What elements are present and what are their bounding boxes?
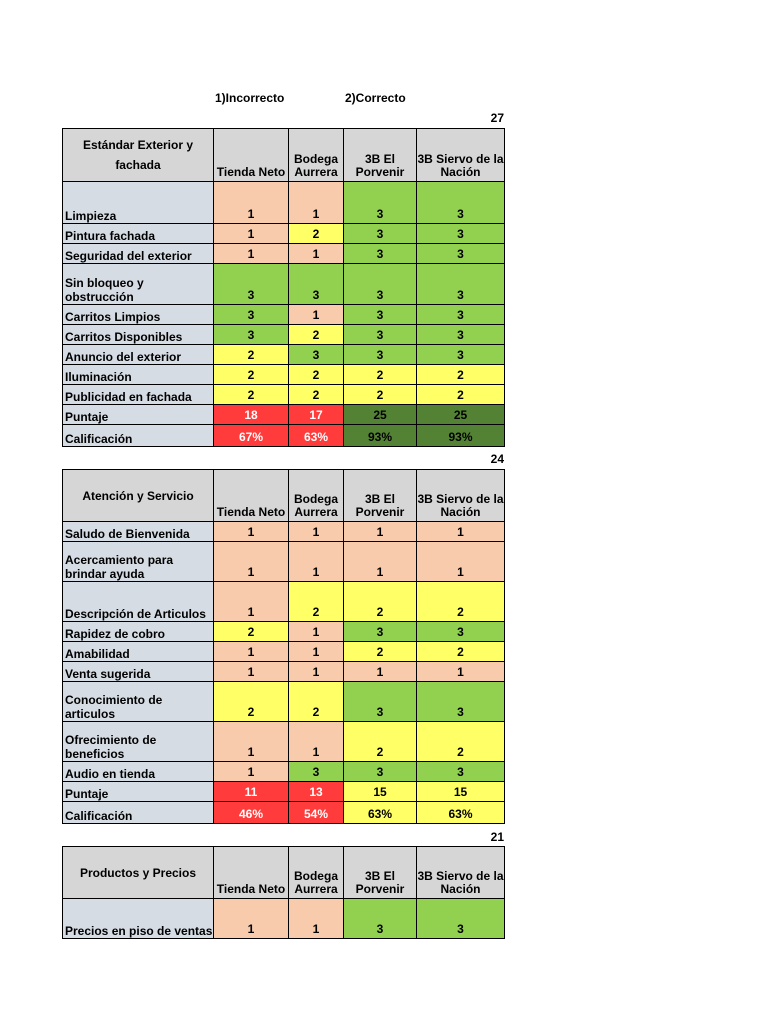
total-cell: 15	[344, 782, 417, 802]
score-cell: 1	[344, 522, 417, 542]
score-cell: 3	[214, 325, 289, 345]
score-cell: 3	[417, 622, 505, 642]
row-label: Pintura fachada	[63, 224, 214, 244]
grade-row	[63, 802, 505, 824]
score-cell: 1	[289, 662, 344, 682]
table-row	[63, 762, 505, 782]
score-cell: 1	[289, 305, 344, 325]
row-label: Publicidad en fachada	[63, 385, 214, 405]
score-cell: 3	[344, 305, 417, 325]
score-cell: 1	[214, 542, 289, 582]
score-cell: 3	[417, 325, 505, 345]
row-label: Precios en piso de ventas	[63, 899, 214, 939]
section-max-points: 27	[490, 111, 504, 125]
score-cell: 1	[214, 182, 289, 224]
score-cell: 3	[417, 305, 505, 325]
section-max-points: 24	[490, 452, 504, 466]
score-cell: 3	[344, 345, 417, 365]
score-cell: 1	[417, 522, 505, 542]
row-label: Acercamiento para brindar ayuda	[63, 542, 214, 582]
table-row	[63, 365, 505, 385]
row-label: Anuncio del exterior	[63, 345, 214, 365]
table-row	[63, 224, 505, 244]
score-label: Puntaje	[63, 405, 214, 425]
score-cell: 2	[289, 385, 344, 405]
table-exterior	[62, 128, 505, 447]
score-cell: 2	[214, 365, 289, 385]
row-label: Seguridad del exterior	[63, 244, 214, 264]
row-label: Descripción de Articulos	[63, 582, 214, 622]
score-label: Puntaje	[63, 782, 214, 802]
row-label: Conocimiento de articulos	[63, 682, 214, 722]
score-cell: 2	[214, 345, 289, 365]
score-cell: 3	[417, 682, 505, 722]
score-row	[63, 782, 505, 802]
column-header: 3B Siervo de la Nación	[417, 847, 505, 899]
row-label: Saludo de Bienvenida	[63, 522, 214, 542]
grade-cell: 93%	[344, 425, 417, 447]
score-cell: 1	[289, 622, 344, 642]
score-cell: 3	[344, 224, 417, 244]
column-header: 3B Siervo de la Nación	[417, 129, 505, 182]
score-cell: 3	[417, 345, 505, 365]
total-cell: 25	[344, 405, 417, 425]
score-cell: 1	[214, 582, 289, 622]
column-header: Bodega Aurrera	[289, 847, 344, 899]
score-cell: 1	[289, 182, 344, 224]
score-cell: 1	[214, 722, 289, 762]
row-label: Sin bloqueo y obstrucción	[63, 264, 214, 305]
total-cell: 17	[289, 405, 344, 425]
score-cell: 2	[417, 582, 505, 622]
score-cell: 3	[289, 762, 344, 782]
grade-label: Calificación	[63, 802, 214, 824]
table-row	[63, 385, 505, 405]
table-row	[63, 182, 505, 224]
score-cell: 3	[344, 622, 417, 642]
score-cell: 3	[417, 264, 505, 305]
score-cell: 2	[417, 722, 505, 762]
table-row	[63, 582, 505, 622]
row-label: Ofrecimiento de beneficios	[63, 722, 214, 762]
score-cell: 3	[417, 762, 505, 782]
score-cell: 1	[214, 662, 289, 682]
score-cell: 1	[214, 244, 289, 264]
row-label: Venta sugerida	[63, 662, 214, 682]
row-label: Iluminación	[63, 365, 214, 385]
score-cell: 2	[344, 722, 417, 762]
score-cell: 2	[289, 682, 344, 722]
score-cell: 2	[214, 385, 289, 405]
score-cell: 1	[289, 642, 344, 662]
score-cell: 1	[417, 662, 505, 682]
score-cell: 2	[289, 224, 344, 244]
table-row	[63, 899, 505, 939]
grade-row	[63, 425, 505, 447]
row-label: Amabilidad	[63, 642, 214, 662]
table-row	[63, 325, 505, 345]
total-cell: 15	[417, 782, 505, 802]
row-label: Limpieza	[63, 182, 214, 224]
score-cell: 1	[289, 522, 344, 542]
table-header-row	[63, 470, 505, 522]
score-cell: 3	[214, 305, 289, 325]
column-header: Tienda Neto	[214, 129, 289, 182]
score-cell: 2	[289, 325, 344, 345]
grade-cell: 46%	[214, 802, 289, 824]
table-products	[62, 846, 505, 939]
score-cell: 2	[289, 582, 344, 622]
column-header: Bodega Aurrera	[289, 470, 344, 522]
table-row	[63, 682, 505, 722]
table-row	[63, 622, 505, 642]
row-label: Carritos Limpios	[63, 305, 214, 325]
table-row	[63, 305, 505, 325]
total-cell: 18	[214, 405, 289, 425]
grade-cell: 63%	[417, 802, 505, 824]
table-row	[63, 722, 505, 762]
score-cell: 3	[344, 682, 417, 722]
score-cell: 2	[289, 365, 344, 385]
score-cell: 3	[344, 244, 417, 264]
table-row	[63, 345, 505, 365]
table-row	[63, 244, 505, 264]
score-cell: 1	[214, 224, 289, 244]
score-cell: 2	[344, 385, 417, 405]
score-cell: 3	[417, 899, 505, 939]
table-header-row	[63, 847, 505, 899]
grade-cell: 63%	[289, 425, 344, 447]
table-service	[62, 469, 505, 824]
score-cell: 3	[417, 244, 505, 264]
total-cell: 25	[417, 405, 505, 425]
column-header: Tienda Neto	[214, 847, 289, 899]
legend-correct: 2)Correcto	[345, 91, 406, 105]
score-cell: 2	[344, 642, 417, 662]
column-header: Tienda Neto	[214, 470, 289, 522]
score-cell: 2	[344, 365, 417, 385]
score-cell: 2	[417, 365, 505, 385]
score-cell: 1	[417, 542, 505, 582]
total-cell: 11	[214, 782, 289, 802]
score-cell: 1	[214, 642, 289, 662]
score-cell: 2	[214, 622, 289, 642]
grade-label: Calificación	[63, 425, 214, 447]
score-cell: 1	[214, 899, 289, 939]
column-header: 3B El Porvenir	[344, 470, 417, 522]
table-header-row	[63, 129, 505, 182]
score-cell: 3	[344, 325, 417, 345]
section-title: Estándar Exterior y fachada	[63, 129, 214, 182]
column-header: 3B Siervo de la Nación	[417, 470, 505, 522]
table-row	[63, 522, 505, 542]
score-cell: 3	[289, 345, 344, 365]
score-cell: 3	[417, 182, 505, 224]
table-row	[63, 662, 505, 682]
score-cell: 1	[289, 542, 344, 582]
score-cell: 3	[214, 264, 289, 305]
score-cell: 3	[417, 224, 505, 244]
score-cell: 1	[214, 762, 289, 782]
section-title: Productos y Precios	[63, 847, 214, 899]
row-label: Carritos Disponibles	[63, 325, 214, 345]
score-cell: 1	[344, 662, 417, 682]
score-cell: 2	[214, 682, 289, 722]
section-max-points: 21	[490, 830, 504, 844]
column-header: 3B El Porvenir	[344, 129, 417, 182]
score-cell: 3	[344, 264, 417, 305]
score-cell: 3	[344, 899, 417, 939]
table-row	[63, 642, 505, 662]
score-cell: 3	[344, 762, 417, 782]
grade-cell: 93%	[417, 425, 505, 447]
legend-incorrect: 1)Incorrecto	[215, 91, 285, 105]
total-cell: 13	[289, 782, 344, 802]
grade-cell: 63%	[344, 802, 417, 824]
grade-cell: 54%	[289, 802, 344, 824]
score-cell: 1	[214, 522, 289, 542]
score-cell: 3	[289, 264, 344, 305]
score-cell: 1	[289, 722, 344, 762]
score-cell: 3	[344, 182, 417, 224]
row-label: Audio en tienda	[63, 762, 214, 782]
score-cell: 2	[344, 582, 417, 622]
column-header: Bodega Aurrera	[289, 129, 344, 182]
row-label: Rapidez de cobro	[63, 622, 214, 642]
column-header: 3B El Porvenir	[344, 847, 417, 899]
section-title: Atención y Servicio	[63, 470, 214, 522]
score-row	[63, 405, 505, 425]
grade-cell: 67%	[214, 425, 289, 447]
table-row	[63, 542, 505, 582]
score-cell: 2	[417, 385, 505, 405]
table-row	[63, 264, 505, 305]
score-cell: 1	[344, 542, 417, 582]
score-cell: 2	[417, 642, 505, 662]
score-cell: 1	[289, 244, 344, 264]
score-cell: 1	[289, 899, 344, 939]
